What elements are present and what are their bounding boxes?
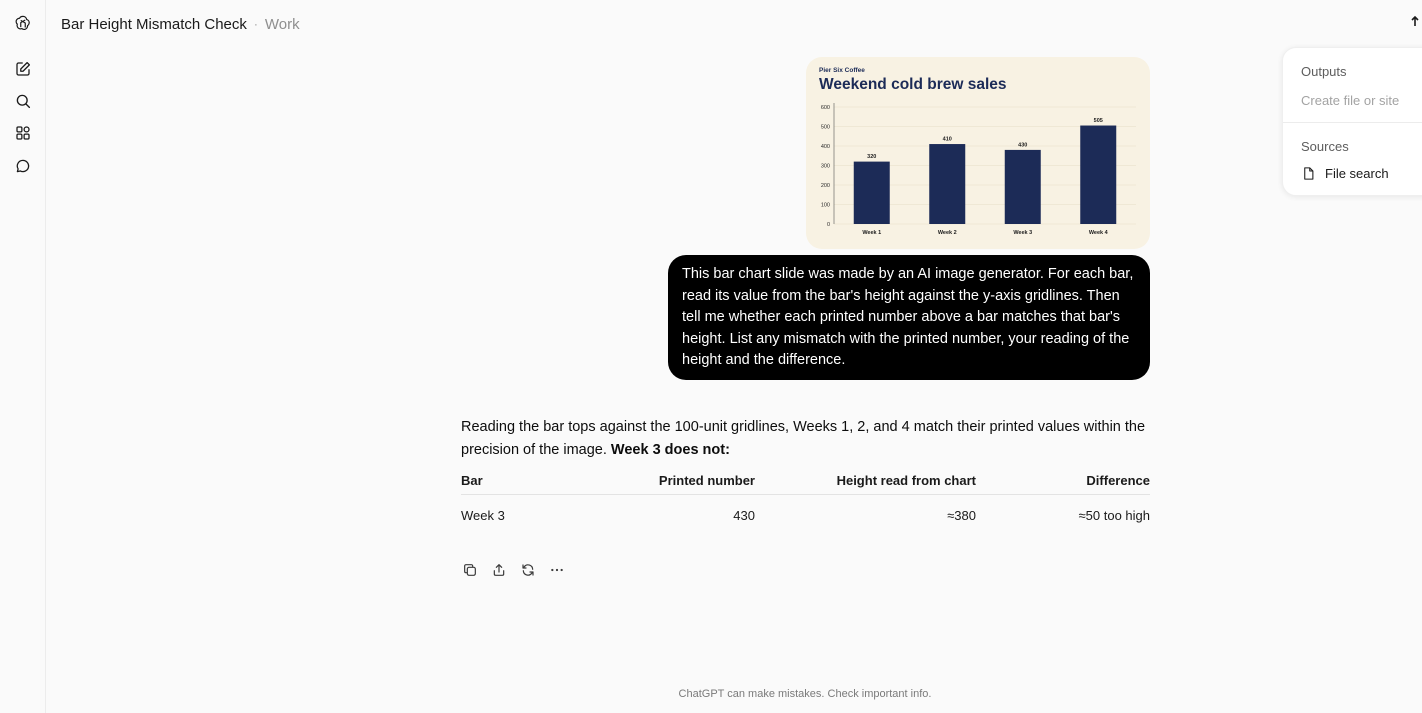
y-tick-label: 100	[820, 202, 830, 209]
panel-toggle-icon[interactable]	[1408, 14, 1422, 34]
column-header: Difference	[976, 468, 1150, 494]
chart-image[interactable]	[806, 57, 1150, 249]
share-icon[interactable]	[490, 561, 507, 578]
y-tick-label: 400	[820, 144, 830, 150]
bar-data-label: 410	[942, 136, 952, 143]
bar	[929, 144, 965, 224]
side-panel	[1282, 47, 1422, 196]
bar-chart	[806, 57, 1150, 249]
disclaimer-text: ChatGPT can make mistakes. Check important info.	[678, 688, 932, 700]
bar	[854, 162, 890, 224]
x-tick-label: Week 3	[1013, 230, 1033, 236]
table-cell: ≈50 too high	[1078, 507, 1150, 523]
title-separator: ·	[253, 17, 258, 31]
bar	[1080, 126, 1116, 224]
table-header-row	[461, 468, 1150, 494]
y-tick-label: 200	[820, 183, 830, 189]
project-name[interactable]: Work	[264, 15, 300, 33]
x-tick-label: Week 4	[1088, 230, 1108, 236]
assistant-intro: Reading the bar tops against the 100-unit gridlines, Weeks 1, 2, and 4 match their printed values within the precision of the image.	[461, 419, 1146, 458]
table-cell: 430	[733, 507, 755, 523]
conversation-title[interactable]: Bar Height Mismatch Check	[61, 15, 247, 33]
bar	[1005, 150, 1041, 224]
assistant-message	[461, 416, 1151, 462]
outputs-heading: Outputs	[1301, 64, 1347, 79]
left-rail	[0, 0, 46, 713]
apps-icon[interactable]	[11, 121, 35, 145]
table-row	[461, 494, 1150, 536]
chat-header	[61, 14, 300, 34]
copy-icon[interactable]	[461, 561, 478, 578]
bar-data-label: 430	[1018, 142, 1028, 149]
regenerate-icon[interactable]	[519, 561, 536, 578]
user-message: This bar chart slide was made by an AI image generator. For each bar, read its value from the bar's height against the y-axis gridlines. Then tell me whether each printed number above a bar matches that bar's height. List any mismatch with the printed number, your reading of the height and the difference.	[668, 255, 1150, 380]
sources-heading: Sources	[1301, 139, 1349, 154]
column-header: Printed number	[613, 468, 755, 494]
message-actions	[461, 561, 565, 578]
y-tick-label: 500	[820, 124, 830, 131]
search-icon[interactable]	[11, 89, 35, 113]
file-icon	[1301, 166, 1316, 181]
bar-data-label: 320	[867, 154, 877, 161]
logo-icon[interactable]	[11, 11, 35, 35]
y-tick-label: 600	[820, 105, 830, 111]
x-tick-label: Week 1	[862, 230, 882, 236]
disclaimer	[0, 688, 1422, 700]
chat-bubble-icon[interactable]	[11, 154, 35, 178]
column-header: Height read from chart	[755, 468, 976, 494]
create-file-placeholder[interactable]: Create file or site	[1301, 93, 1400, 108]
assistant-intro-bold: Week 3 does not:	[610, 442, 730, 458]
mismatch-table	[461, 468, 1150, 536]
file-search-label: File search	[1325, 166, 1389, 181]
chart-brand: Pier Six Coffee	[819, 67, 865, 74]
x-tick-label: Week 2	[937, 230, 957, 236]
bar-data-label: 505	[1093, 118, 1103, 125]
panel-divider	[1283, 122, 1422, 123]
column-header: Bar	[461, 468, 613, 494]
chart-title: Weekend cold brew sales	[819, 76, 1007, 93]
y-tick-label: 300	[820, 163, 830, 170]
table-cell: ≈380	[947, 507, 976, 523]
new-chat-icon[interactable]	[11, 57, 35, 81]
y-tick-label: 0	[826, 222, 830, 228]
table-cell: Week 3	[461, 507, 505, 523]
file-search-item[interactable]	[1301, 166, 1389, 181]
more-icon[interactable]	[548, 561, 565, 578]
